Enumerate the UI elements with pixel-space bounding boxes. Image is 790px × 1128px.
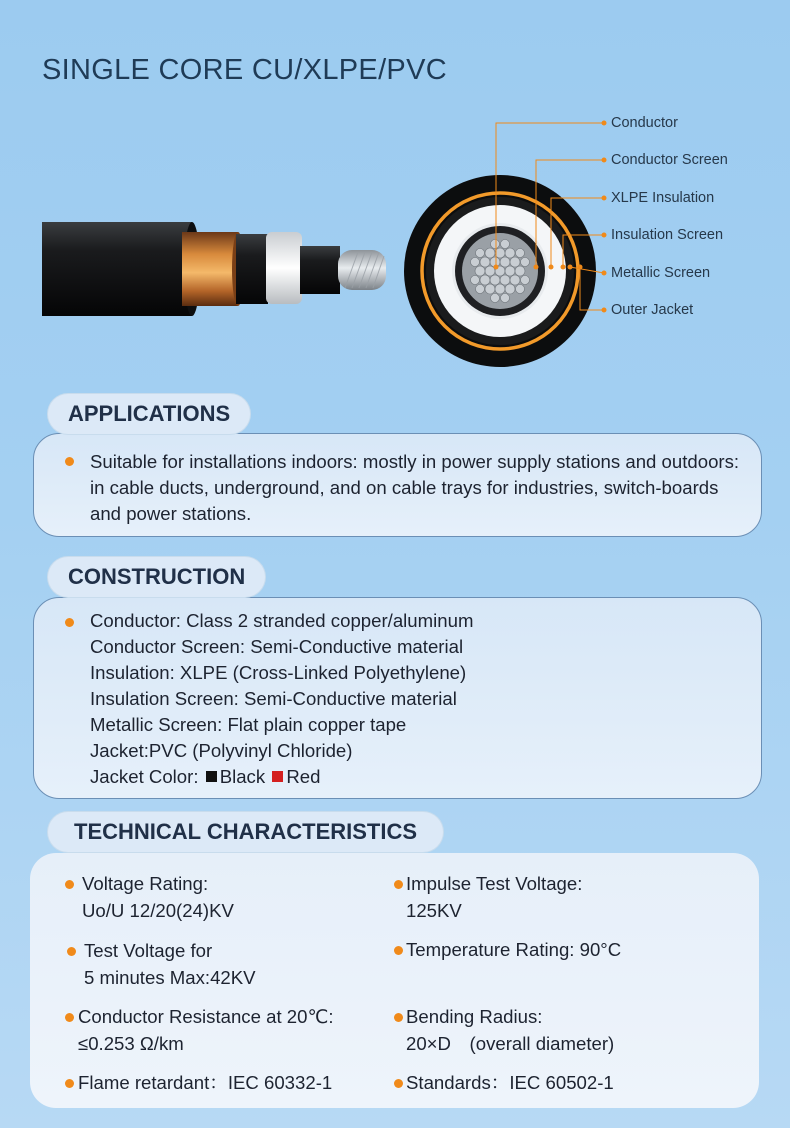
callout-conductor: Conductor (611, 115, 678, 131)
bending-value: 20×D (overall diameter) (406, 1033, 615, 1054)
callout-conductor-screen: Conductor Screen (611, 152, 728, 168)
bullet-dot (65, 1079, 74, 1088)
jacket-color-line (90, 766, 320, 788)
bullet-dot (67, 947, 76, 956)
resistance-value: ≤0.253 Ω/km (78, 1033, 184, 1054)
callout-outer-jacket: Outer Jacket (611, 302, 694, 318)
bullet-dot (65, 618, 74, 627)
black-swatch (206, 771, 217, 782)
construction-line: Insulation Screen: Semi-Conductive material (90, 688, 457, 709)
bullet-dot (65, 457, 74, 466)
technical-heading: TECHNICAL CHARACTERISTICS (48, 812, 443, 852)
construction-heading: CONSTRUCTION (48, 557, 265, 597)
bullet-dot (394, 946, 403, 955)
bullet-dot (65, 880, 74, 889)
bullet-dot (394, 880, 403, 889)
test-voltage-value: 5 minutes Max:42KV (84, 967, 256, 988)
bullet-dot (65, 1013, 74, 1022)
callout-insulation-screen: Insulation Screen (611, 227, 724, 243)
voltage-rating-value: Uo/U 12/20(24)KV (82, 900, 234, 921)
jacket-color-black: Black (219, 766, 266, 787)
standards: Standards：IEC 60502-1 (406, 1072, 614, 1093)
applications-text: Suitable for installations indoors: mostly in power supply stations and outdoors: in cable ducts, underground, and on cable trays for industries, switch-boards and power stations. (90, 451, 740, 524)
construction-line: Metallic Screen: Flat plain copper tape (90, 714, 407, 735)
cable-cross-section-illustration (402, 173, 598, 369)
bullet-dot (394, 1013, 403, 1022)
voltage-rating-label: Voltage Rating: (82, 873, 209, 894)
construction-line: Insulation: XLPE (Cross-Linked Polyethylene) (90, 662, 467, 683)
jacket-color-label: Jacket Color: (90, 766, 199, 787)
cable-side-view-illustration (40, 218, 400, 322)
construction-line: Conductor: Class 2 stranded copper/aluminum (90, 610, 474, 631)
bending-label: Bending Radius: (406, 1006, 543, 1027)
construction-line: Conductor Screen: Semi-Conductive material (90, 636, 464, 657)
resistance-label: Conductor Resistance at 20℃: (78, 1006, 334, 1027)
callout-metallic-screen: Metallic Screen (611, 265, 711, 281)
flame-retardant: Flame retardant：IEC 60332-1 (78, 1072, 333, 1093)
test-voltage-label: Test Voltage for (84, 940, 213, 961)
red-swatch (272, 771, 283, 782)
jacket-color-red: Red (286, 766, 321, 787)
impulse-value: 125KV (406, 900, 462, 921)
callout-xlpe-insulation: XLPE Insulation (611, 190, 715, 206)
page-title: SINGLE CORE CU/XLPE/PVC (42, 54, 447, 86)
bullet-dot (394, 1079, 403, 1088)
construction-line: Jacket:PVC (Polyvinyl Chloride) (90, 740, 353, 761)
applications-heading: APPLICATIONS (48, 394, 250, 434)
impulse-label: Impulse Test Voltage: (406, 873, 583, 894)
temperature-rating: Temperature Rating: 90°C (406, 939, 622, 960)
